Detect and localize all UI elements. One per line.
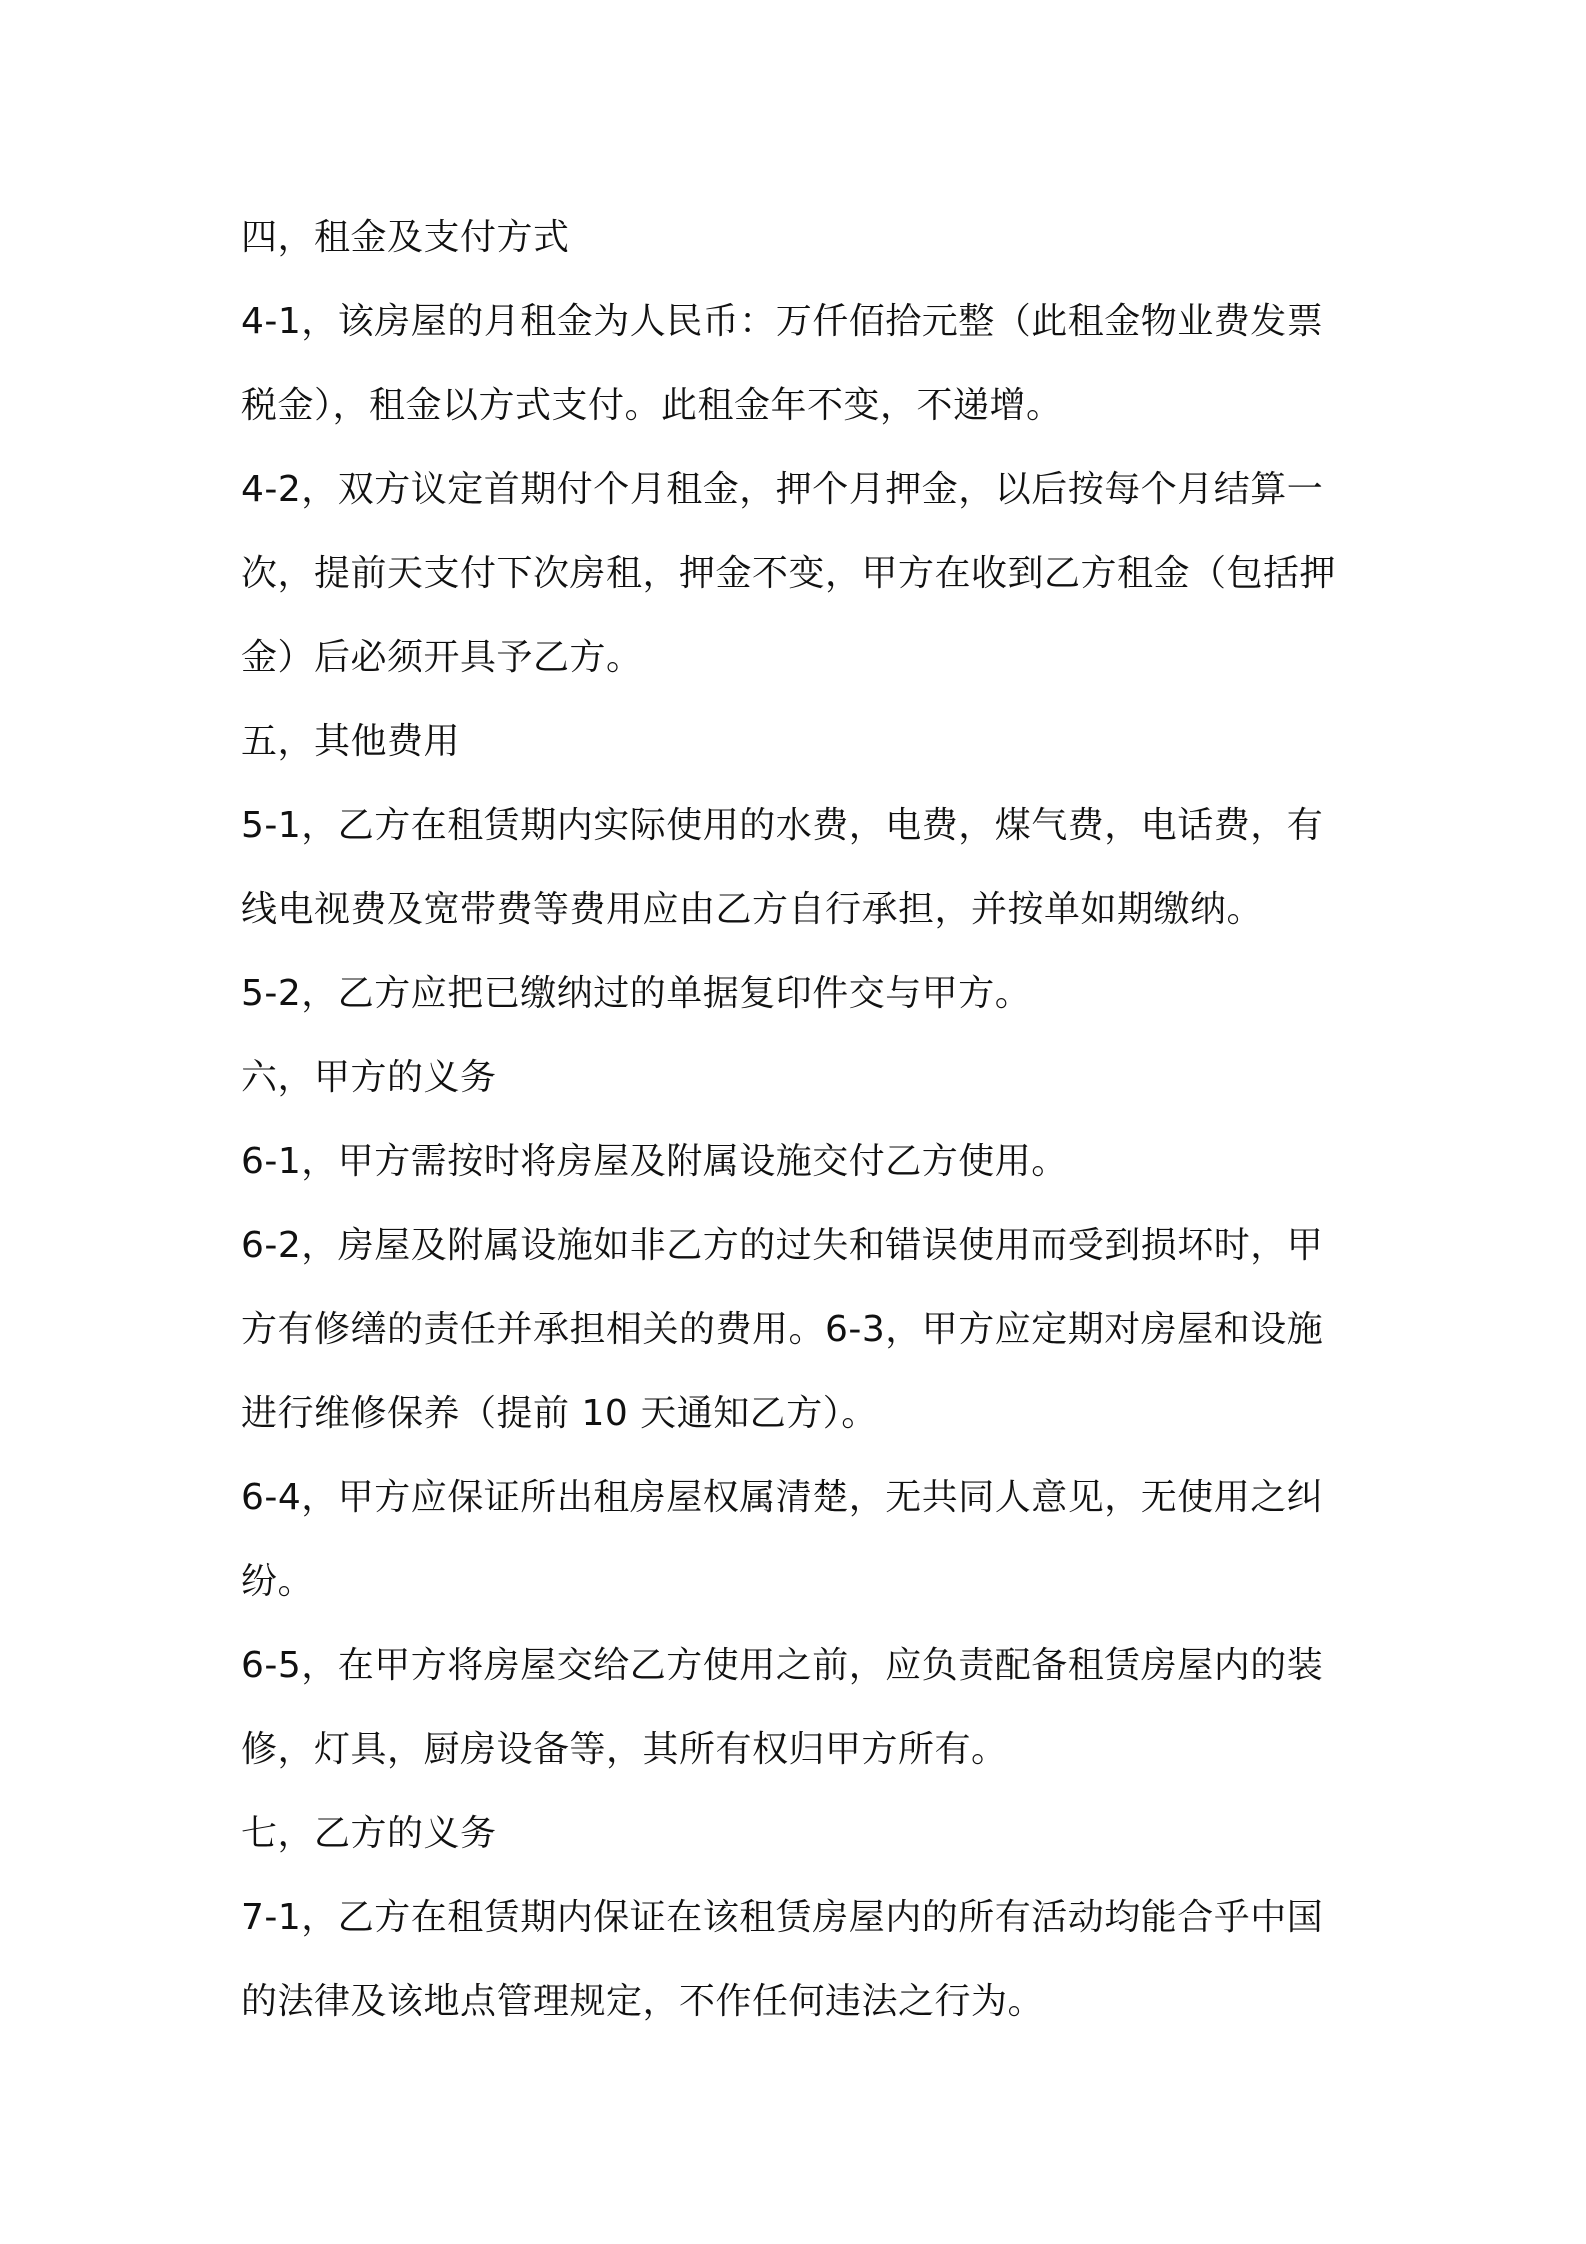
clause-6-4-line-2: 纷。 [241, 1561, 315, 1602]
clause-5-1-line-1: 5-1，乙方在租赁期内实际使用的水费，电费，煤气费，电话费，有 [241, 805, 1324, 846]
clause-4-2-line-2: 次，提前天支付下次房租，押金不变，甲方在收到乙方租金（包括押 [241, 553, 1337, 594]
clause-7-1-line-1: 7-1，乙方在租赁期内保证在该租赁房屋内的所有活动均能合乎中国 [241, 1897, 1324, 1938]
clause-4-1-line-2: 税金），租金以方式支付。此租金年不变，不递增。 [241, 385, 1063, 426]
clause-6-4-line-1: 6-4，甲方应保证所出租房屋权属清楚，无共同人意见，无使用之纠 [241, 1477, 1324, 1518]
section-heading-rent: 四，租金及支付方式 [241, 217, 570, 258]
clause-4-2-line-1: 4-2，双方议定首期付个月租金，押个月押金，以后按每个月结算一 [241, 469, 1324, 510]
clause-5-2-line-1: 5-2，乙方应把已缴纳过的单据复印件交与甲方。 [241, 973, 1032, 1014]
clause-6-2-line-2: 方有修缮的责任并承担相关的费用。6-3，甲方应定期对房屋和设施 [241, 1309, 1324, 1350]
clause-7-1-line-2: 的法律及该地点管理规定，不作任何违法之行为。 [241, 1981, 1045, 2022]
section-heading-party-a-obligations: 六，甲方的义务 [241, 1057, 497, 1098]
clause-6-2-line-1: 6-2，房屋及附属设施如非乙方的过失和错误使用而受到损坏时，甲 [241, 1225, 1324, 1266]
clause-6-5-line-2: 修，灯具，厨房设备等，其所有权归甲方所有。 [241, 1729, 1008, 1770]
section-heading-party-b-obligations: 七，乙方的义务 [241, 1813, 497, 1854]
clause-6-5-line-1: 6-5，在甲方将房屋交给乙方使用之前，应负责配备租赁房屋内的装 [241, 1645, 1324, 1686]
clause-4-2-line-3: 金）后必须开具予乙方。 [241, 637, 643, 678]
clause-4-1-line-1: 4-1，该房屋的月租金为人民币：万仟佰拾元整（此租金物业费发票 [241, 301, 1324, 342]
clause-5-1-line-2: 线电视费及宽带费等费用应由乙方自行承担，并按单如期缴纳。 [241, 889, 1264, 930]
document-body [241, 196, 1366, 2044]
clause-6-1-line-1: 6-1，甲方需按时将房屋及附属设施交付乙方使用。 [241, 1141, 1068, 1182]
clause-6-3-line-1: 进行维修保养（提前 10 天通知乙方）。 [241, 1393, 878, 1434]
section-heading-other-fees: 五，其他费用 [241, 721, 461, 762]
